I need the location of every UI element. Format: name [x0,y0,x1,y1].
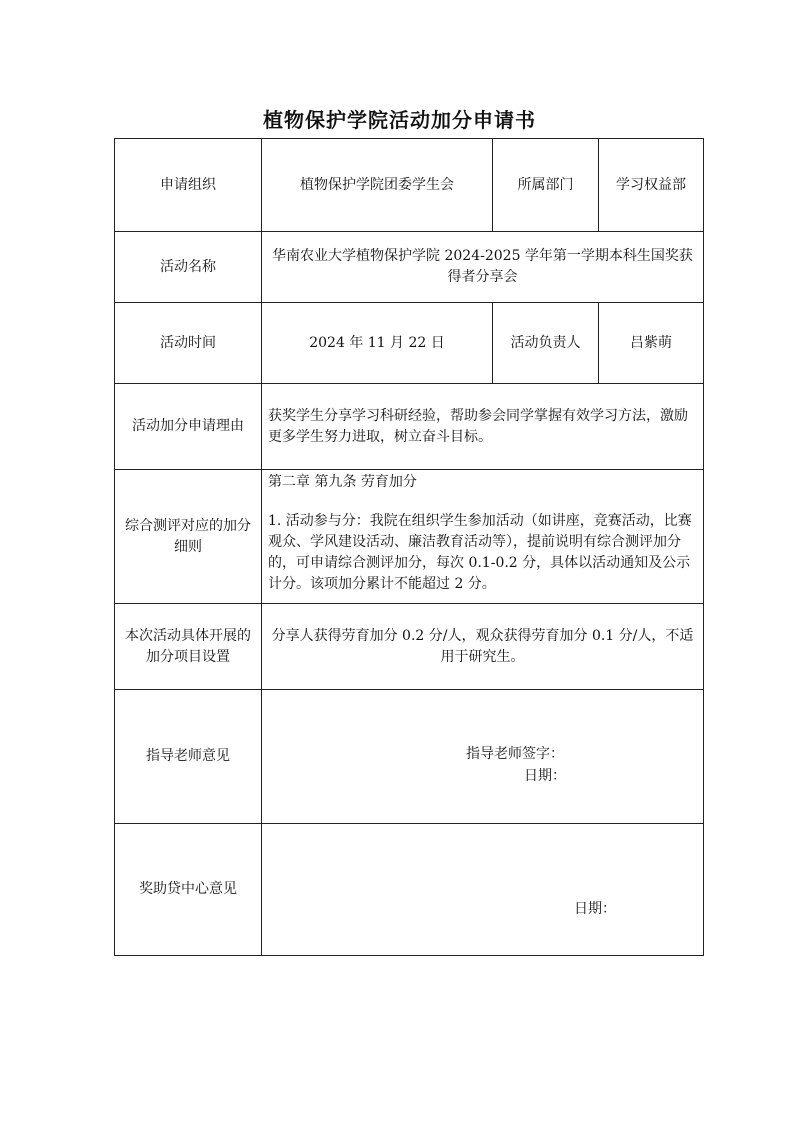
activity-lead-value: 吕紫萌 [599,303,704,384]
dept-value: 学习权益部 [599,139,704,232]
reason-value: 获奖学生分享学习科研经验，帮助参会同学掌握有效学习方法，激励更多学生努力进取，树立奋斗目标。 [262,384,704,470]
dept-label: 所属部门 [493,139,599,232]
reason-label: 活动加分申请理由 [115,384,262,470]
activity-name-label: 活动名称 [115,232,262,303]
row-activity-name [115,232,704,303]
center-opinion-cell [262,824,704,956]
row-reason [115,384,704,470]
items-label: 本次活动具体开展的加分项目设置 [115,604,262,690]
row-organization [115,139,704,232]
rules-body: 1. 活动参与分：我院在组织学生参加活动（如讲座，竞赛活动，比赛观众、学风建设活动、廉洁教育活动等），提前说明有综合测评加分的，可申请综合测评加分，每次 0.1-0.2 分，具体以活动通知及公示计分。该项加分累计不能超过 2 分。 [268,513,692,592]
row-center-opinion [115,824,704,956]
center-opinion-label: 奖助贷中心意见 [115,824,262,956]
row-items [115,604,704,690]
row-teacher-opinion [115,690,704,824]
activity-lead-label: 活动负责人 [493,303,599,384]
teacher-opinion-label: 指导老师意见 [115,690,262,824]
application-form-table [114,138,704,956]
activity-time-label: 活动时间 [115,303,262,384]
teacher-sign-label: 指导老师签字： [466,746,564,762]
teacher-opinion-cell [262,690,704,824]
activity-time-value: 2024 年 11 月 22 日 [262,303,493,384]
teacher-date-label: 日期： [524,768,566,784]
activity-name-value: 华南农业大学植物保护学院 2024-2025 学年第一学期本科生国奖获得者分享会 [262,232,704,303]
rules-label: 综合测评对应的加分细则 [115,470,262,604]
rules-cell [262,470,704,604]
org-value: 植物保护学院团委学生会 [262,139,493,232]
org-label: 申请组织 [115,139,262,232]
center-date-label: 日期： [574,901,616,917]
items-value: 分享人获得劳育加分 0.2 分/人，观众获得劳育加分 0.1 分/人，不适用于研究生。 [262,604,704,690]
row-rules [115,470,704,604]
rules-heading: 第二章 第九条 劳育加分 [268,474,417,490]
document-title: 植物保护学院活动加分申请书 [263,108,536,132]
row-activity-time [115,303,704,384]
